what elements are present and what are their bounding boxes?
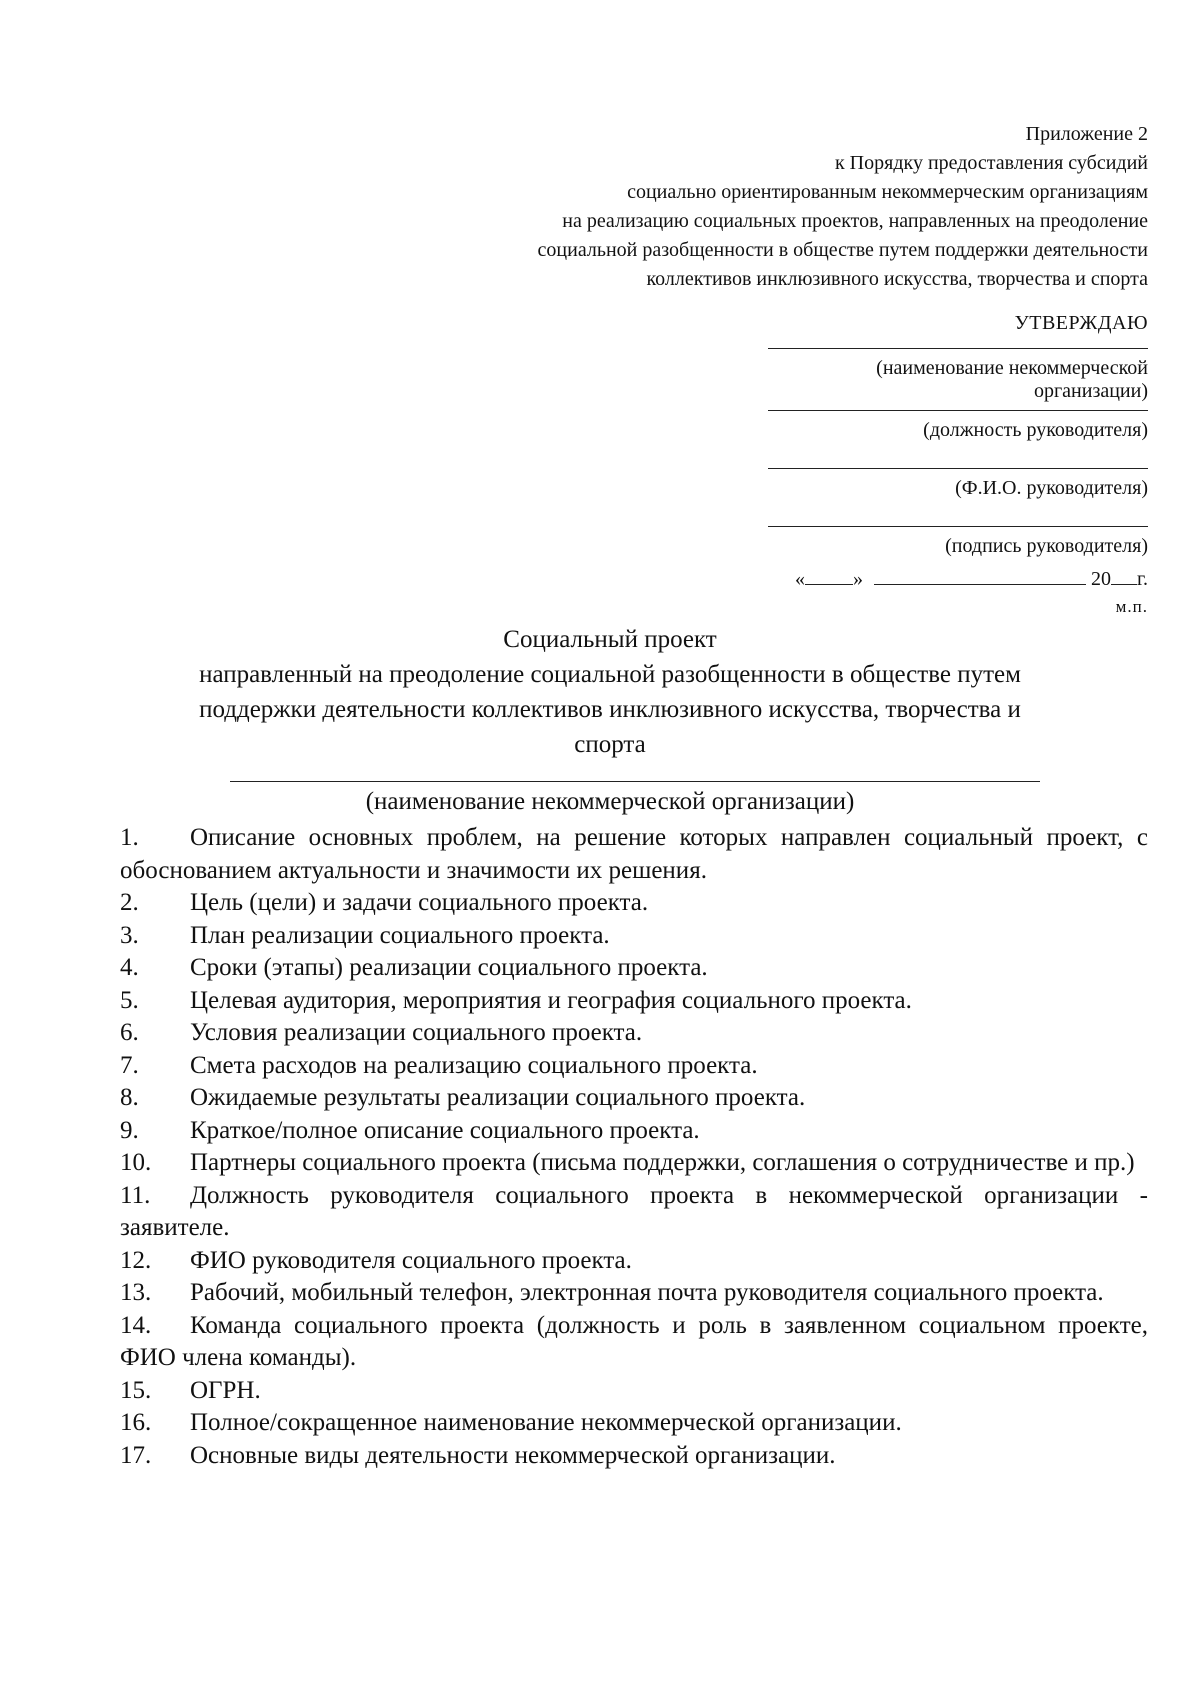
field-caption: (Ф.И.О. руководителя) <box>955 477 1148 499</box>
list-item <box>120 1245 1148 1278</box>
item-number: 10. <box>120 1149 152 1176</box>
signature-line <box>768 526 1148 527</box>
year-prefix: 20 <box>1091 568 1112 590</box>
item-number: 3. <box>120 921 139 949</box>
day-blank <box>805 566 853 585</box>
signature-line <box>768 468 1148 469</box>
signature-line <box>768 410 1148 411</box>
item-text: Цель (цели) и задачи социального проекта. <box>190 889 649 916</box>
item-text: Основные виды деятельности некоммерческой организации. <box>190 1441 836 1469</box>
list-item <box>120 887 1148 920</box>
title-line: поддержки деятельности коллективов инклюзивного искусства, творчества и <box>199 696 1021 723</box>
field-caption: (подпись руководителя) <box>945 535 1148 557</box>
item-number: 17. <box>120 1441 152 1469</box>
org-name-caption: (наименование некоммерческой организации) <box>365 788 855 815</box>
list-item <box>120 1017 1148 1050</box>
item-text: Сроки (этапы) реализации социального проекта. <box>190 954 708 981</box>
item-number: 6. <box>120 1019 139 1046</box>
item-text: Партнеры социального проекта (письма поддержки, соглашения о сотрудничестве и пр.) <box>190 1149 1135 1176</box>
signature-field <box>768 526 1148 558</box>
list-item <box>120 1082 1148 1115</box>
item-text: Полное/сокращенное наименование некоммерческой организации. <box>190 1409 902 1436</box>
title-line: направленный на преодоление социальной разобщенности в обществе путем <box>199 661 1021 688</box>
approval-heading: УТВЕРЖДАЮ <box>1014 312 1148 334</box>
item-number: 1. <box>120 824 139 851</box>
item-text: Условия реализации социального проекта. <box>190 1019 643 1046</box>
list-item <box>120 1375 1148 1408</box>
list-item <box>120 1277 1148 1310</box>
item-text: Команда социального проекта (должность и роль в заявленном социальном проекте, ФИО члена команды). <box>120 1311 1148 1371</box>
list-item <box>120 822 1148 887</box>
list-item <box>120 920 1148 953</box>
list-item <box>120 1180 1148 1245</box>
item-number: 2. <box>120 889 139 916</box>
project-items-list <box>120 822 1148 1472</box>
item-text: Ожидаемые результаты реализации социального проекта. <box>190 1084 806 1111</box>
list-item <box>120 1050 1148 1083</box>
appendix-line: к Порядку предоставления субсидий <box>834 152 1148 174</box>
appendix-line: коллективов инклюзивного искусства, творчества и спорта <box>646 268 1148 290</box>
item-number: 12. <box>120 1246 152 1274</box>
item-text: ОГРН. <box>190 1376 261 1404</box>
month-blank <box>874 566 1086 585</box>
item-text: План реализации социального проекта. <box>190 921 610 949</box>
title-line: спорта <box>574 731 646 758</box>
list-item <box>120 985 1148 1018</box>
year-blank <box>1111 566 1137 585</box>
open-quote: « <box>795 568 806 590</box>
appendix-line: социальной разобщенности в обществе путем поддержки деятельности <box>537 239 1148 261</box>
position-field <box>768 410 1148 442</box>
list-item <box>120 1115 1148 1148</box>
item-text: Рабочий, мобильный телефон, электронная почта руководителя социального проекта. <box>190 1279 1104 1306</box>
item-number: 16. <box>120 1409 152 1436</box>
item-number: 5. <box>120 986 139 1014</box>
item-number: 8. <box>120 1084 139 1111</box>
org-name-line <box>230 781 1040 782</box>
item-text: Целевая аудитория, мероприятия и география социального проекта. <box>190 986 912 1014</box>
field-caption: (наименование некоммерческой организации) <box>876 357 1148 402</box>
list-item <box>120 1147 1148 1180</box>
item-text: Смета расходов на реализацию социального проекта. <box>190 1051 758 1079</box>
close-quote: » <box>853 568 864 590</box>
item-number: 9. <box>120 1116 139 1144</box>
item-number: 11. <box>120 1181 151 1209</box>
list-item <box>120 1440 1148 1473</box>
appendix-line: на реализацию социальных проектов, направленных на преодоление <box>562 210 1148 232</box>
appendix-line: Приложение 2 <box>1025 123 1148 145</box>
title-line: Социальный проект <box>503 626 717 653</box>
item-text: Описание основных проблем, на решение которых направлен социальный проект, с обоснованием актуальности и значимости их решения. <box>120 824 1148 884</box>
item-text: Краткое/полное описание социального проекта. <box>190 1116 700 1144</box>
item-number: 4. <box>120 954 139 981</box>
item-text: ФИО руководителя социального проекта. <box>190 1246 632 1274</box>
stamp-place: м.п. <box>1115 597 1148 616</box>
appendix-line: социально ориентированным некоммерческим организациям <box>627 181 1148 203</box>
item-number: 14. <box>120 1311 152 1339</box>
item-number: 13. <box>120 1279 152 1306</box>
list-item <box>120 1310 1148 1375</box>
item-number: 7. <box>120 1051 139 1079</box>
field-caption: (должность руководителя) <box>923 419 1148 441</box>
list-item <box>120 1407 1148 1440</box>
item-text: Должность руководителя социального проекта в некоммерческой организации - заявителе. <box>120 1181 1148 1241</box>
project-title <box>120 622 1100 762</box>
full-name-field <box>768 468 1148 500</box>
year-suffix: г. <box>1137 568 1148 590</box>
item-number: 15. <box>120 1376 152 1404</box>
appendix-header <box>248 120 1148 294</box>
date-field <box>795 566 1148 591</box>
signature-line <box>768 348 1148 349</box>
org-name-field <box>768 348 1148 403</box>
list-item <box>120 952 1148 985</box>
